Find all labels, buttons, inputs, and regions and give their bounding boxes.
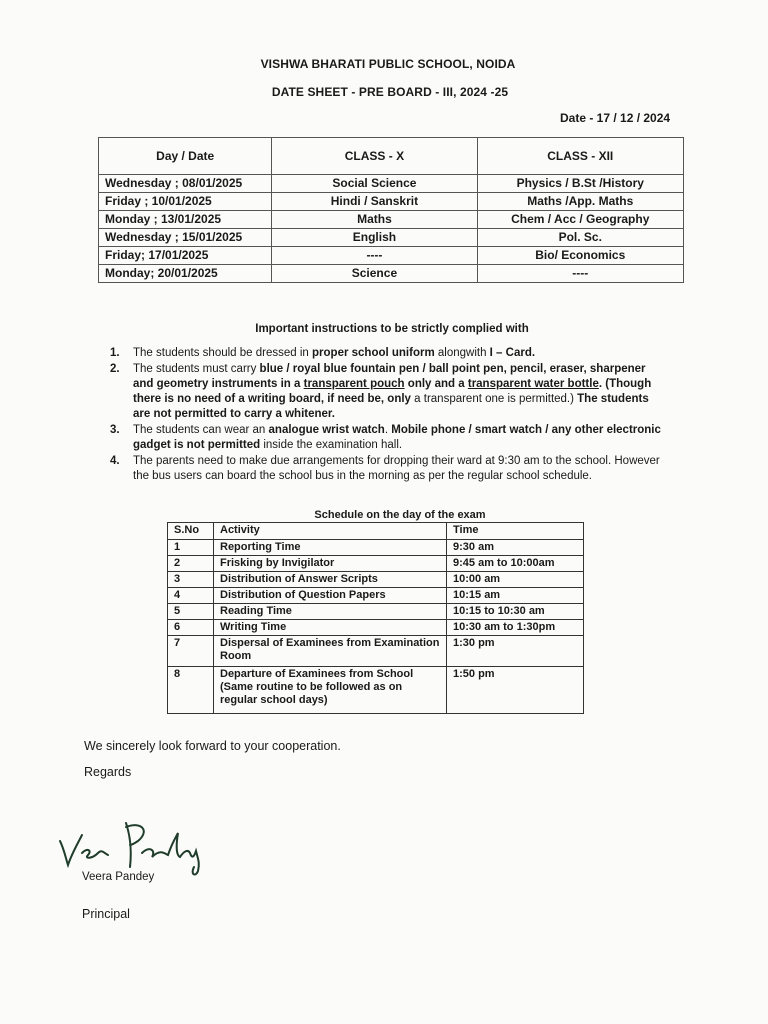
- class-x-subject: Social Science: [272, 175, 477, 193]
- table-row: [99, 175, 684, 193]
- instruction-text: The students should be dressed in: [133, 347, 313, 359]
- instruction-text: .: [384, 424, 392, 436]
- instruction-emphasis: proper school uniform: [312, 347, 435, 359]
- closing-line: We sincerely look forward to your cooperation.: [84, 739, 341, 753]
- table-row: [99, 211, 684, 229]
- exam-date: Friday ; 10/01/2025: [99, 193, 272, 211]
- column-header-time: Time: [447, 523, 584, 540]
- instructions-heading: Important instructions to be strictly complied with: [255, 323, 529, 335]
- instruction-underlined: transparent water bottle: [467, 378, 599, 390]
- class-xii-subject: Maths /App. Maths: [477, 193, 683, 211]
- instruction-emphasis: Mobile phone / smart watch / any other electronic gadget is not permitted: [133, 424, 661, 451]
- table-row: [168, 588, 584, 604]
- school-name: VISHWA BHARATI PUBLIC SCHOOL, NOIDA: [260, 57, 516, 71]
- schedule-sno: 8: [168, 667, 214, 714]
- schedule-sno: 7: [168, 636, 214, 667]
- table-row: [168, 556, 584, 572]
- schedule-time: 10:00 am: [447, 572, 584, 588]
- instruction-text: alongwith: [434, 347, 490, 359]
- instruction-emphasis: . (Though there is no need of a writing board, if need be, only: [133, 378, 652, 405]
- schedule-activity: Writing Time: [214, 620, 447, 636]
- class-x-subject: ----: [272, 247, 477, 265]
- class-x-subject: English: [272, 229, 477, 247]
- table-row: [168, 636, 584, 667]
- schedule-caption: Schedule on the day of the exam: [314, 509, 486, 521]
- class-xii-subject: Physics / B.St /History: [477, 175, 683, 193]
- instruction-item: [102, 346, 662, 361]
- instruction-emphasis: The students are not permitted to carry a whitener.: [133, 393, 649, 420]
- table-row: [99, 193, 684, 211]
- class-xii-subject: Pol. Sc.: [477, 229, 683, 247]
- schedule-time: 10:15 to 10:30 am: [447, 604, 584, 620]
- schedule-activity: Dispersal of Examinees from Examination Room: [214, 636, 447, 667]
- schedule-activity: Reading Time: [214, 604, 447, 620]
- instructions-list: [102, 346, 662, 485]
- table-row: [168, 667, 584, 714]
- column-header-sno: S.No: [168, 523, 214, 540]
- table-row: [168, 604, 584, 620]
- schedule-time: 1:50 pm: [447, 667, 584, 714]
- instruction-text: The parents need to make due arrangements for dropping their ward at 9:30 am to the school. However the bus users can board the school bus in the morning as per the regular school schedule.: [133, 455, 660, 482]
- schedule-time: 1:30 pm: [447, 636, 584, 667]
- schedule-activity: Distribution of Question Papers: [214, 588, 447, 604]
- class-x-subject: Hindi / Sanskrit: [272, 193, 477, 211]
- instruction-item: [102, 423, 662, 453]
- instruction-number: 1.: [110, 347, 120, 359]
- column-header-activity: Activity: [214, 523, 447, 540]
- table-row: [99, 247, 684, 265]
- instruction-underlined: transparent pouch: [303, 378, 405, 390]
- instruction-text: The students must carry: [133, 363, 260, 375]
- schedule-time: 9:45 am to 10:00am: [447, 556, 584, 572]
- instruction-text: a transparent one is permitted.): [414, 393, 578, 405]
- schedule-time: 10:15 am: [447, 588, 584, 604]
- table-row: [99, 229, 684, 247]
- table-row: [168, 540, 584, 556]
- instruction-item: [102, 362, 662, 422]
- class-x-subject: Science: [272, 265, 477, 283]
- schedule-time: 10:30 am to 1:30pm: [447, 620, 584, 636]
- date-sheet-table: [98, 137, 684, 283]
- date-sheet-title: DATE SHEET - PRE BOARD - III, 2024 -25: [271, 85, 509, 99]
- instruction-number: 3.: [110, 424, 120, 436]
- class-xii-subject: Bio/ Economics: [477, 247, 683, 265]
- class-xii-subject: Chem / Acc / Geography: [477, 211, 683, 229]
- issue-date: Date - 17 / 12 / 2024: [560, 111, 671, 125]
- schedule-activity: Departure of Examinees from School (Same routine to be followed as on regular school days): [214, 667, 447, 714]
- table-row: [168, 572, 584, 588]
- instruction-emphasis: only and a: [404, 378, 468, 390]
- table-row: [99, 265, 684, 283]
- class-x-subject: Maths: [272, 211, 477, 229]
- signatory-designation: Principal: [82, 907, 130, 921]
- column-header-day-date: Day / Date: [99, 138, 272, 175]
- instruction-number: 2.: [110, 363, 120, 375]
- schedule-activity: Frisking by Invigilator: [214, 556, 447, 572]
- regards-line: Regards: [84, 765, 132, 779]
- instruction-text: The students can wear an: [133, 424, 269, 436]
- exam-date: Friday; 17/01/2025: [99, 247, 272, 265]
- schedule-time: 9:30 am: [447, 540, 584, 556]
- exam-date: Wednesday ; 08/01/2025: [99, 175, 272, 193]
- instruction-emphasis: I – Card.: [489, 347, 536, 359]
- column-header-class-x: CLASS - X: [272, 138, 477, 175]
- exam-date: Monday ; 13/01/2025: [99, 211, 272, 229]
- schedule-sno: 3: [168, 572, 214, 588]
- table-row: [168, 620, 584, 636]
- schedule-sno: 4: [168, 588, 214, 604]
- exam-date: Wednesday ; 15/01/2025: [99, 229, 272, 247]
- schedule-sno: 1: [168, 540, 214, 556]
- schedule-header-row: [168, 523, 584, 540]
- schedule-activity: Reporting Time: [214, 540, 447, 556]
- instruction-number: 4.: [110, 455, 120, 467]
- signatory-name: Veera Pandey: [82, 871, 155, 883]
- schedule-sno: 5: [168, 604, 214, 620]
- schedule-sno: 6: [168, 620, 214, 636]
- instruction-emphasis: blue / royal blue fountain pen / ball point pen, pencil, eraser, sharpener and geometry instruments in a: [133, 363, 646, 390]
- column-header-class-xii: CLASS - XII: [477, 138, 683, 175]
- exam-day-schedule-table: [167, 522, 584, 714]
- instruction-text: inside the examination hall.: [260, 439, 403, 451]
- date-sheet-header-row: [99, 138, 684, 175]
- schedule-activity: Distribution of Answer Scripts: [214, 572, 447, 588]
- exam-date: Monday; 20/01/2025: [99, 265, 272, 283]
- instruction-emphasis: analogue wrist watch: [268, 424, 385, 436]
- class-xii-subject: ----: [477, 265, 683, 283]
- instruction-item: [102, 454, 662, 484]
- schedule-sno: 2: [168, 556, 214, 572]
